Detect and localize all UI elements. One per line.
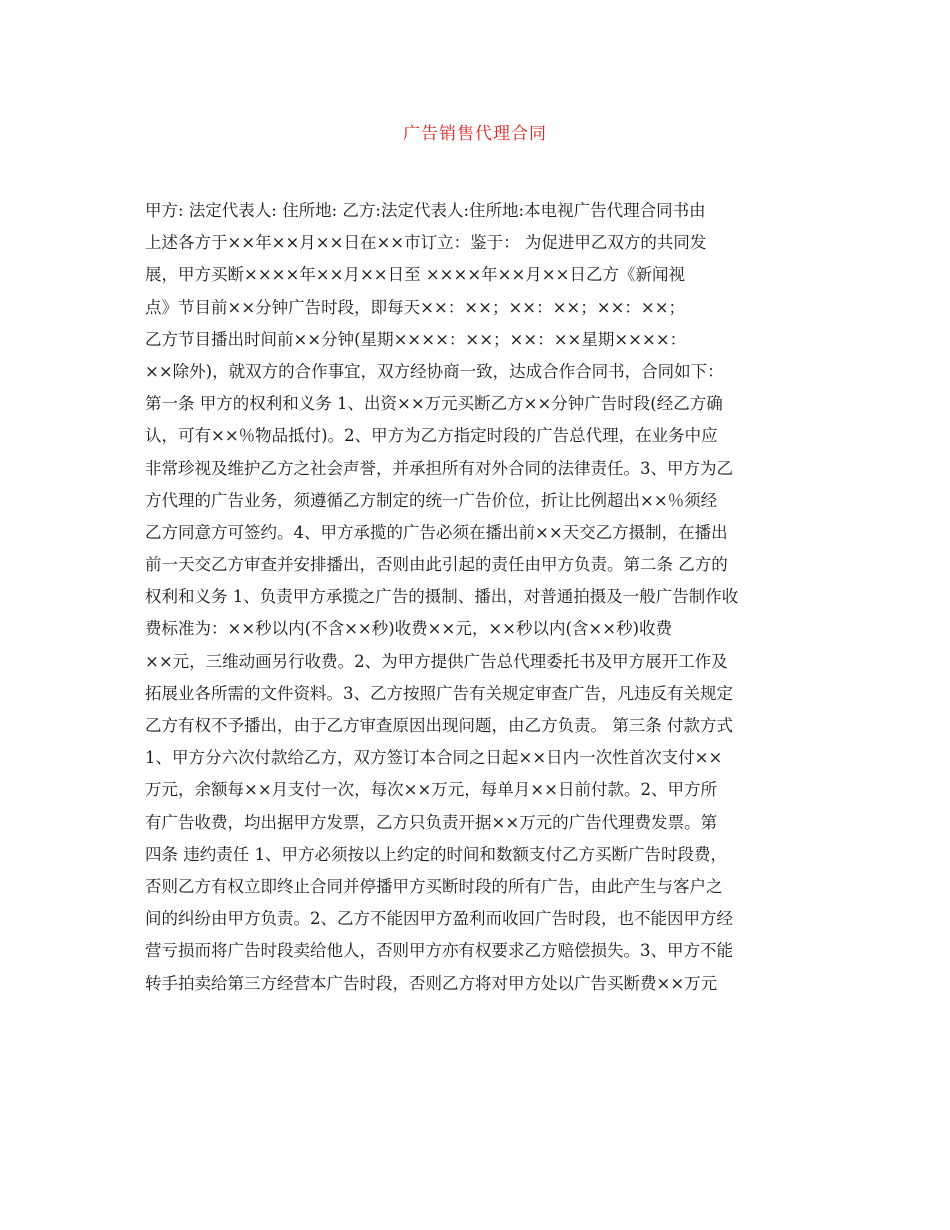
body-line: 营亏损而将广告时段卖给他人，否则甲方亦有权要求乙方赔偿损失。3、甲方不能 — [145, 941, 733, 961]
body-line: 展，甲方买断××××年××月××日至 ××××年××月××日乙方《新闻视 — [145, 265, 685, 285]
document-body — [145, 195, 810, 1000]
body-line: ××除外)，就双方的合作事宜，双方经协商一致，达成合作合同书，合同如下： — [145, 361, 724, 381]
body-line: 1、甲方分六次付款给乙方，双方签订本合同之日起××日内一次性首次支付×× — [145, 748, 723, 768]
body-line: 乙方有权不予播出，由于乙方审查原因出现问题，由乙方负责。 第三条 付款方式 — [145, 716, 733, 735]
body-line: 甲方: 法定代表人: 住所地: 乙方:法定代表人:住所地:本电视广告代理合同书由 — [145, 201, 706, 220]
body-line: 乙方同意方可签约。4、甲方承揽的广告必须在播出前××天交乙方摄制，在播出 — [145, 522, 728, 542]
body-line: 前一天交乙方审查并安排播出，否则由此引起的责任由甲方负责。第二条 乙方的 — [145, 555, 728, 575]
body-line: 转手拍卖给第三方经营本广告时段，否则乙方将对甲方处以广告买断费××万元 — [145, 973, 718, 993]
body-line: 上述各方于××年××月××日在××市订立：鉴于： 为促进甲乙双方的共同发 — [145, 233, 707, 253]
body-line: 四条 违约责任 1、甲方必须按以上约定的时间和数额支付乙方买断广告时段费， — [145, 844, 727, 864]
body-line: 有广告收费，均出据甲方发票，乙方只负责开据××万元的广告代理费发票。第 — [145, 812, 718, 832]
body-line: 万元，余额每××月支付一次，每次××万元，每单月××日前付款。2、甲方所 — [145, 780, 717, 800]
document-title: 广告销售代理合同 — [403, 124, 547, 144]
body-line: 第一条 甲方的权利和义务 1、出资××万元买断乙方××分钟广告时段(经乙方确 — [145, 394, 723, 414]
body-line: 非常珍视及维护乙方之社会声誉，并承担所有对外合同的法律责任。3、甲方为乙 — [145, 458, 733, 478]
body-line: 费标准为：××秒以内(不含××秒)收费××元，××秒以内(含××秒)收费 — [145, 619, 673, 639]
body-line: 间的纠纷由甲方负责。2、乙方不能因甲方盈利而收回广告时段，也不能因甲方经 — [145, 909, 733, 929]
body-line: 权利和义务 1、负责甲方承揽之广告的摄制、播出，对普通拍摄及一般广告制作收 — [145, 587, 739, 607]
body-line: 认，可有××％物品抵付)。2、甲方为乙方指定时段的广告总代理，在业务中应 — [145, 426, 718, 446]
body-line: 否则乙方有权立即终止合同并停播甲方买断时段的所有广告，由此产生与客户之 — [145, 876, 723, 896]
body-line: 方代理的广告业务，须遵循乙方制定的统一广告价位，折让比例超出××％须经 — [145, 490, 718, 510]
body-line: 点》节目前××分钟广告时段，即每天××：××；××：××；××：××； — [145, 297, 686, 317]
body-line: 拓展业各所需的文件资料。3、乙方按照广告有关规定审查广告，凡违反有关规定 — [145, 683, 733, 703]
body-line: 乙方节目播出时间前××分钟(星期××××：××；××：××星期××××： — [145, 329, 687, 349]
body-line: ××元，三维动画另行收费。2、为甲方提供广告总代理委托书及甲方展开工作及 — [145, 651, 728, 671]
